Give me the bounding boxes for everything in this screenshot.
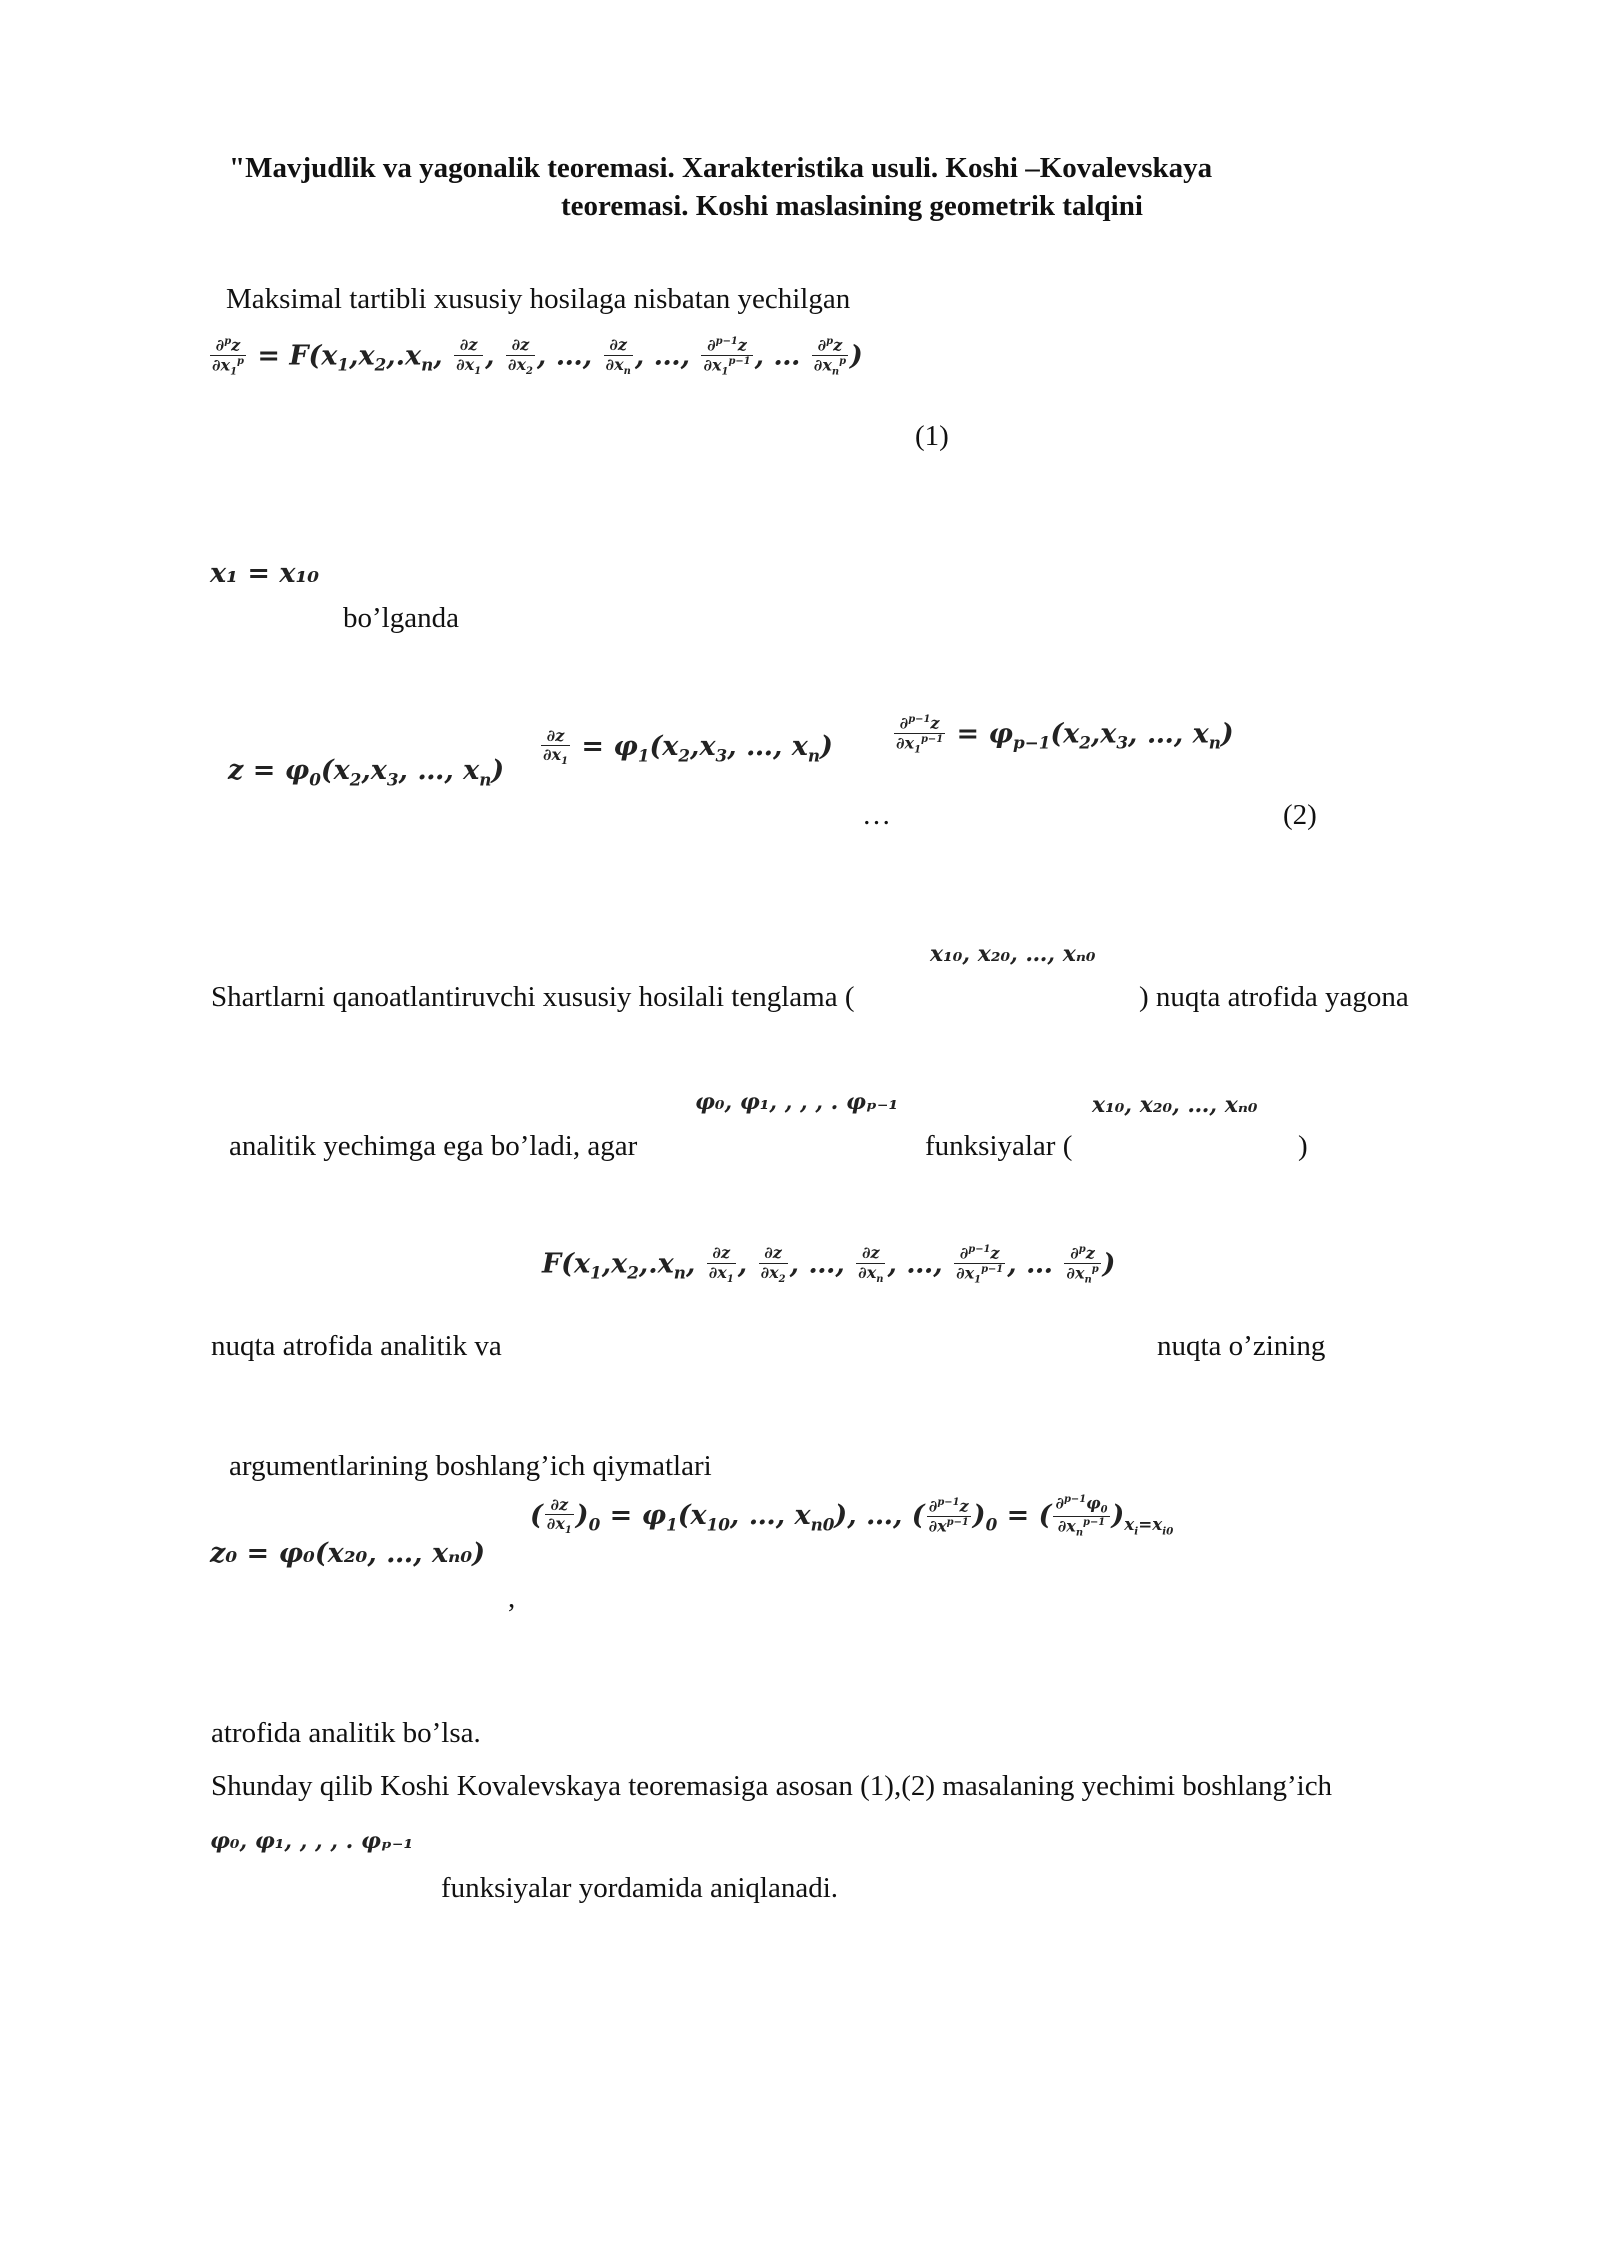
page-title-line-1: "Mavjudlik va yagonalik teoremasi. Xarakteristika usuli. Koshi –Kovalevskaya	[229, 152, 1213, 184]
around-text: atrofida analitik bo’lsa.	[211, 1717, 481, 1749]
initial-condition-dz: $\frac{\partial z}{\partial x_1}$ = $\varphi_1(x_2,x_3$, …, $x_n$)	[543, 726, 833, 768]
initial-plane-formula: x₁ = x₁₀	[210, 558, 320, 589]
phi-functions-formula-2: φ₀, φ₁, , , , . φₚ₋₁	[210, 1828, 414, 1854]
intro-text: Maksimal tartibli xususiy hosilaga nisbatan yechilgan	[226, 283, 851, 315]
initial-condition-dp: $\frac{\partial^{p-1}z}{\partial x_1^{p-1}}$ = $\varphi_{p-1}(x_2,x_3$, …, $x_n$)	[896, 713, 1234, 756]
analytic-text-mid: funksiyalar (	[925, 1130, 1073, 1162]
arguments-text: argumentlarining boshlang’ich qiymatlari	[229, 1450, 712, 1482]
analytic-text-right: )	[1298, 1130, 1308, 1162]
ellipsis: …	[862, 799, 891, 831]
conditions-text-right: ) nuqta atrofida yagona	[1139, 981, 1409, 1013]
point-formula-1: x₁₀, x₂₀, …, xₙ₀	[930, 941, 1096, 967]
analytic-text-left: analitik yechimga ega bo’ladi, agar	[229, 1130, 638, 1162]
initial-values-z0: z₀ = φ₀(x₂₀, …, xₙ₀)	[210, 1538, 486, 1569]
page-title-line-2: teoremasi. Koshi maslasining geometrik talqini	[561, 190, 1143, 222]
initial-condition-z: $z = \varphi_0(x_2,x_3$, …, $x_n$)	[228, 755, 505, 790]
final-text: funksiyalar yordamida aniqlanadi.	[441, 1872, 839, 1904]
point-text-left: nuqta atrofida analitik va	[211, 1330, 502, 1362]
point-text-right: nuqta o’zining	[1157, 1330, 1326, 1362]
phi-functions-formula-1: φ₀, φ₁, , , , . φₚ₋₁	[695, 1089, 899, 1115]
when-text: bo’lganda	[343, 602, 459, 634]
function-F-formula: $F(x_1,x_2,.x_n$, $\frac{\partial z}{\partial x_1}$ , $\frac{\partial z}{\partial x_2}$ , …, $\frac{\partial z}{\partial x_n}$ , …, $\frac{\partial^{p-1}z}{\partial x_1^{p-1}}$ , … ∂$^p$z $\partial x_n^p$ )	[542, 1243, 1116, 1286]
equation-1: $\frac{\partial^pz}{\partial x_1^p}$ = $F(x_1,x_2,.x_n$, $\frac{\partial z}{\partial x_1}$ , $\frac{\partial z}{\partial x_2}$ , …, $\frac{\partial z}{\partial x_n}$ , …, $\frac{\partial^{p-1}z}{\partial x_1^{p-1}}$ , … ∂$^p$z $\partial x_n^p$ )	[212, 335, 863, 378]
initial-values-derivatives: ( $\frac{\partial z}{\partial x_1}$ )$_0 = \varphi_1(x_{10}$, …, $x_{n0}$), …, ( $\frac{\partial^{p-1}z}{\partial x^{p-1}}$ )$_0$ = ( $\partial^{p-1}\varphi_0$ $\partial x_n^{p-1}$ )$_{x_i=x_{i0}}$	[530, 1493, 1174, 1539]
comma: ,	[508, 1582, 516, 1614]
equation-2-label: (2)	[1283, 799, 1317, 831]
conditions-text-left: Shartlarni qanoatlantiruvchi xususiy hosilali tenglama (	[211, 981, 855, 1013]
point-formula-2: x₁₀, x₂₀, …, xₙ₀	[1092, 1092, 1258, 1118]
equation-1-label: (1)	[915, 420, 949, 452]
conclusion-text: Shunday qilib Koshi Kovalevskaya teoremasiga asosan (1),(2) masalaning yechimi boshlang’ich	[211, 1770, 1333, 1802]
